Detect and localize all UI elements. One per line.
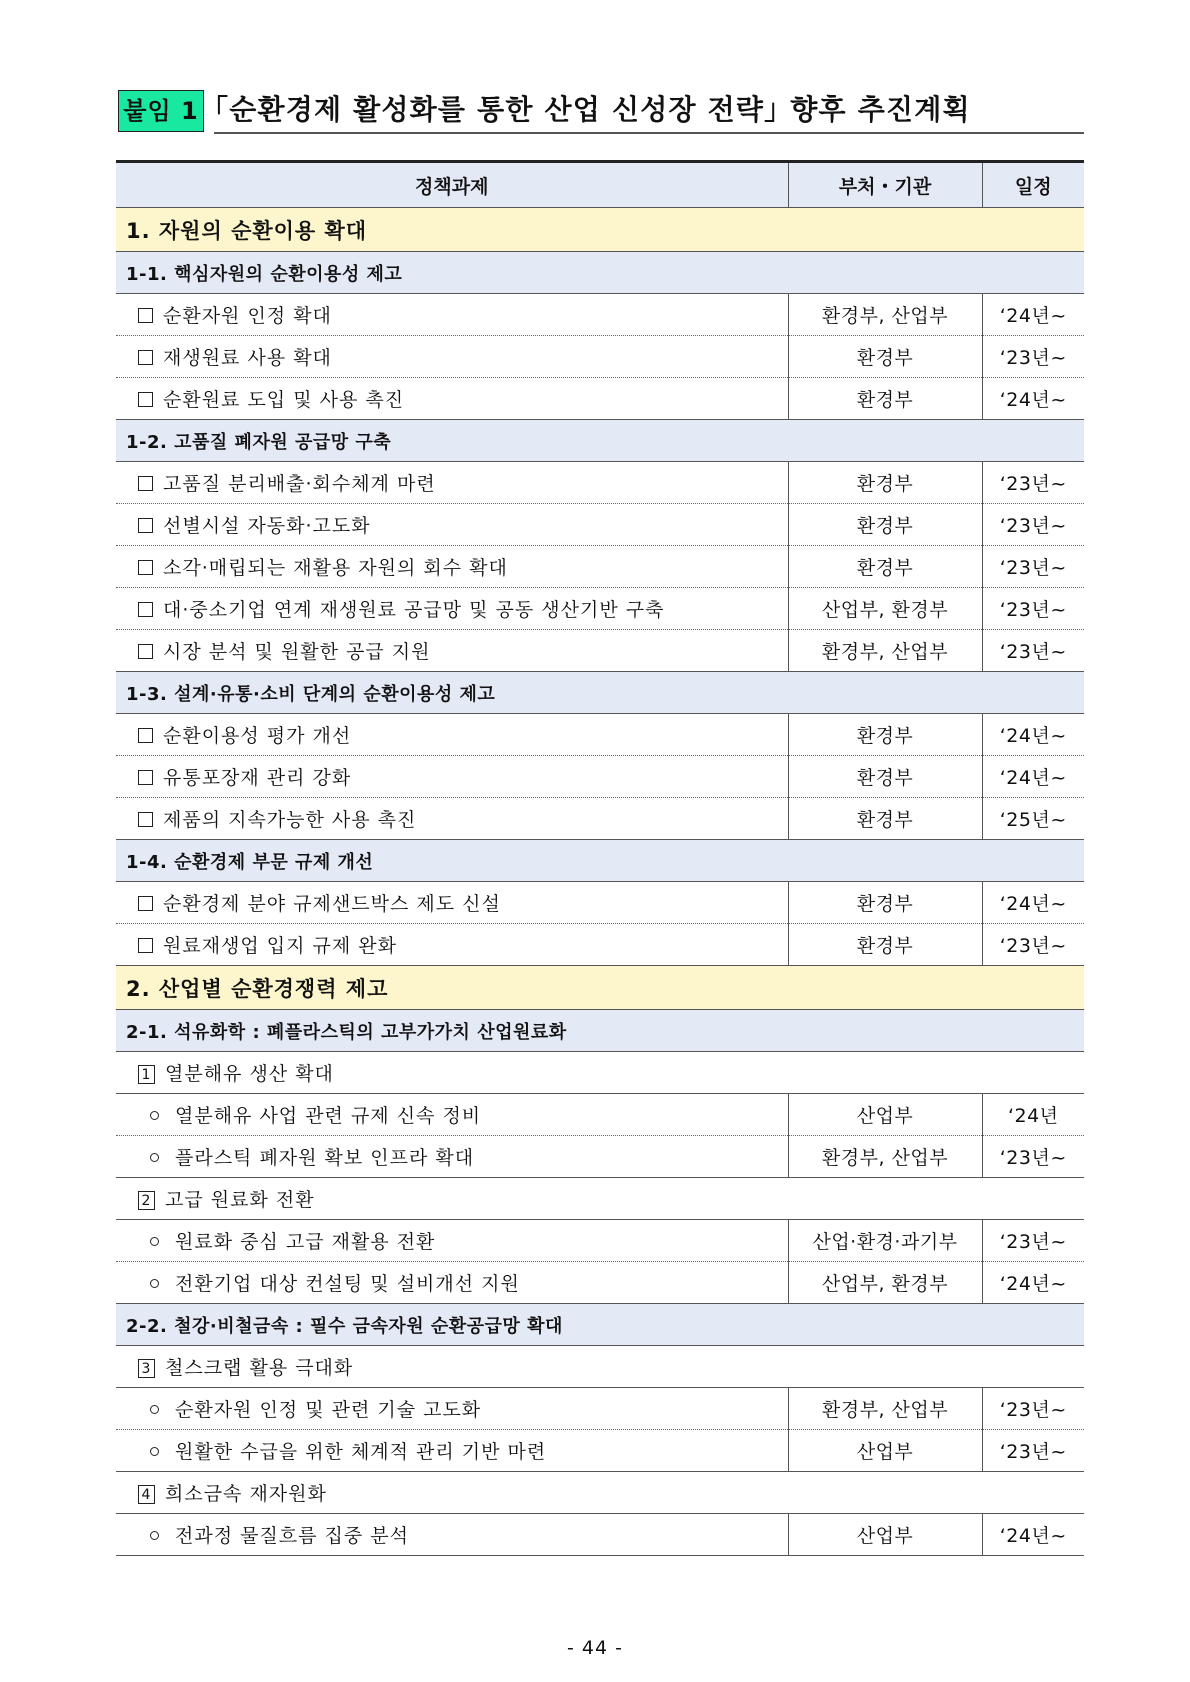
task-schedule: ‘24년~ [982, 882, 1084, 924]
task-schedule: ‘23년~ [982, 924, 1084, 966]
checkbox-square-icon [138, 644, 153, 659]
checkbox-square-icon [138, 938, 153, 953]
task-ministry: 환경부, 산업부 [788, 630, 982, 672]
task-ministry: 산업·환경·과기부 [788, 1220, 982, 1262]
header-task: 정책과제 [116, 162, 788, 208]
subsection-title: 2-1. 석유화학 : 폐플라스틱의 고부가가치 산업원료화 [126, 1021, 567, 1043]
section-row [116, 208, 1084, 252]
task-schedule: ‘24년~ [982, 294, 1084, 336]
task-row [116, 1388, 1084, 1430]
task-name: 열분해유 사업 관련 규제 신속 정비 [175, 1105, 482, 1127]
bullet-circle-icon [150, 1405, 159, 1414]
task-ministry: 환경부 [788, 924, 982, 966]
task-schedule: ‘24년 [982, 1094, 1084, 1136]
attachment-badge: 붙임 1 [118, 90, 204, 132]
bullet-circle-icon [150, 1111, 159, 1120]
task-schedule: ‘25년~ [982, 798, 1084, 840]
task-ministry: 환경부 [788, 546, 982, 588]
bullet-circle-icon [150, 1447, 159, 1456]
task-ministry: 환경부 [788, 798, 982, 840]
task-name: 원활한 수급을 위한 체계적 관리 기반 마련 [175, 1441, 547, 1463]
subsection-title: 2-2. 철강·비철금속 : 필수 금속자원 순환공급망 확대 [126, 1315, 563, 1337]
group-row [116, 1346, 1084, 1388]
task-name: 고품질 분리배출·회수체계 마련 [163, 473, 436, 495]
task-schedule: ‘23년~ [982, 1220, 1084, 1262]
task-row [116, 798, 1084, 840]
task-schedule: ‘23년~ [982, 504, 1084, 546]
subsection-row [116, 840, 1084, 882]
checkbox-square-icon [138, 518, 153, 533]
group-row [116, 1178, 1084, 1220]
subsection-row [116, 1304, 1084, 1346]
task-row [116, 336, 1084, 378]
task-name: 재생원료 사용 확대 [163, 347, 332, 369]
task-name: 원료재생업 입지 규제 완화 [163, 935, 398, 957]
page-number: - 44 - [567, 1637, 623, 1659]
task-row [116, 504, 1084, 546]
task-row [116, 294, 1084, 336]
task-row [116, 462, 1084, 504]
bullet-circle-icon [150, 1237, 159, 1246]
task-name: 시장 분석 및 원활한 공급 지원 [163, 641, 431, 663]
task-ministry: 환경부 [788, 462, 982, 504]
checkbox-square-icon [138, 308, 153, 323]
task-row [116, 546, 1084, 588]
checkbox-square-icon [138, 560, 153, 575]
task-schedule: ‘23년~ [982, 462, 1084, 504]
group-title: 고급 원료화 전환 [165, 1189, 315, 1211]
checkbox-square-icon [138, 350, 153, 365]
subsection-title: 1-3. 설계·유통·소비 단계의 순환이용성 제고 [126, 683, 496, 705]
subsection-title: 1-4. 순환경제 부문 규제 개선 [126, 851, 374, 873]
task-name: 대·중소기업 연계 재생원료 공급망 및 공동 생산기반 구축 [163, 599, 665, 621]
task-row [116, 630, 1084, 672]
task-row [116, 1514, 1084, 1556]
document-header [118, 88, 1084, 134]
task-ministry: 산업부 [788, 1430, 982, 1472]
checkbox-square-icon [138, 476, 153, 491]
task-name: 원료화 중심 고급 재활용 전환 [175, 1231, 436, 1253]
checkbox-square-icon [138, 812, 153, 827]
task-name: 플라스틱 폐자원 확보 인프라 확대 [175, 1147, 475, 1169]
subsection-row [116, 672, 1084, 714]
group-number-icon: 4 [138, 1485, 155, 1504]
subsection-title: 1-1. 핵심자원의 순환이용성 제고 [126, 263, 403, 285]
task-ministry: 산업부 [788, 1094, 982, 1136]
task-row [116, 1262, 1084, 1304]
task-schedule: ‘24년~ [982, 378, 1084, 420]
task-row [116, 756, 1084, 798]
checkbox-square-icon [138, 896, 153, 911]
task-ministry: 환경부, 산업부 [788, 1136, 982, 1178]
task-schedule: ‘24년~ [982, 1514, 1084, 1556]
checkbox-square-icon [138, 728, 153, 743]
task-row [116, 378, 1084, 420]
task-ministry: 산업부, 환경부 [788, 1262, 982, 1304]
task-name: 전과정 물질흐름 집중 분석 [175, 1525, 410, 1547]
task-name: 순환자원 인정 및 관련 기술 고도화 [175, 1399, 482, 1421]
task-name: 전환기업 대상 컨설팅 및 설비개선 지원 [175, 1273, 520, 1295]
task-row [116, 1220, 1084, 1262]
header-ministry: 부처・기관 [788, 162, 982, 208]
section-row [116, 966, 1084, 1010]
plan-table [116, 160, 1084, 1556]
task-schedule: ‘24년~ [982, 756, 1084, 798]
task-name: 선별시설 자동화·고도화 [163, 515, 371, 537]
task-row [116, 714, 1084, 756]
task-ministry: 환경부, 산업부 [788, 1388, 982, 1430]
task-name: 순환이용성 평가 개선 [163, 725, 352, 747]
task-row [116, 1136, 1084, 1178]
task-schedule: ‘23년~ [982, 1388, 1084, 1430]
subsection-title: 1-2. 고품질 폐자원 공급망 구축 [126, 431, 392, 453]
task-ministry: 환경부 [788, 336, 982, 378]
task-ministry: 환경부 [788, 756, 982, 798]
task-row [116, 882, 1084, 924]
task-schedule: ‘24년~ [982, 714, 1084, 756]
group-number-icon: 2 [138, 1191, 155, 1210]
task-name: 소각·매립되는 재활용 자원의 회수 확대 [163, 557, 508, 579]
task-name: 제품의 지속가능한 사용 촉진 [163, 809, 417, 831]
task-ministry: 환경부 [788, 378, 982, 420]
group-row [116, 1052, 1084, 1094]
group-number-icon: 3 [138, 1359, 155, 1378]
task-row [116, 924, 1084, 966]
table-header-row [116, 162, 1084, 208]
task-name: 유통포장재 관리 강화 [163, 767, 352, 789]
section-title: 1. 자원의 순환이용 확대 [126, 218, 368, 243]
group-number-icon: 1 [138, 1065, 155, 1084]
group-title: 희소금속 재자원화 [165, 1483, 327, 1505]
group-title: 철스크랩 활용 극대화 [165, 1357, 354, 1379]
header-schedule: 일정 [982, 162, 1084, 208]
task-name: 순환경제 분야 규제샌드박스 제도 신설 [163, 893, 501, 915]
task-schedule: ‘23년~ [982, 588, 1084, 630]
bullet-circle-icon [150, 1279, 159, 1288]
subsection-row [116, 252, 1084, 294]
subsection-row [116, 1010, 1084, 1052]
task-schedule: ‘23년~ [982, 546, 1084, 588]
task-row [116, 1094, 1084, 1136]
task-schedule: ‘24년~ [982, 1262, 1084, 1304]
document-title: ｢순환경제 활성화를 통한 산업 신성장 전략｣ 향후 추진계획 [214, 88, 1084, 134]
task-schedule: ‘23년~ [982, 1430, 1084, 1472]
task-ministry: 환경부 [788, 714, 982, 756]
task-ministry: 환경부 [788, 504, 982, 546]
task-ministry: 환경부 [788, 882, 982, 924]
task-schedule: ‘23년~ [982, 336, 1084, 378]
group-title: 열분해유 생산 확대 [165, 1063, 334, 1085]
task-row [116, 1430, 1084, 1472]
group-row [116, 1472, 1084, 1514]
subsection-row [116, 420, 1084, 462]
task-name: 순환자원 인정 확대 [163, 305, 332, 327]
task-schedule: ‘23년~ [982, 630, 1084, 672]
task-name: 순환원료 도입 및 사용 촉진 [163, 389, 405, 411]
section-title: 2. 산업별 순환경쟁력 제고 [126, 976, 389, 1001]
bullet-circle-icon [150, 1531, 159, 1540]
checkbox-square-icon [138, 770, 153, 785]
task-schedule: ‘23년~ [982, 1136, 1084, 1178]
task-ministry: 산업부, 환경부 [788, 588, 982, 630]
task-ministry: 환경부, 산업부 [788, 294, 982, 336]
bullet-circle-icon [150, 1153, 159, 1162]
checkbox-square-icon [138, 602, 153, 617]
task-row [116, 588, 1084, 630]
checkbox-square-icon [138, 392, 153, 407]
task-ministry: 산업부 [788, 1514, 982, 1556]
